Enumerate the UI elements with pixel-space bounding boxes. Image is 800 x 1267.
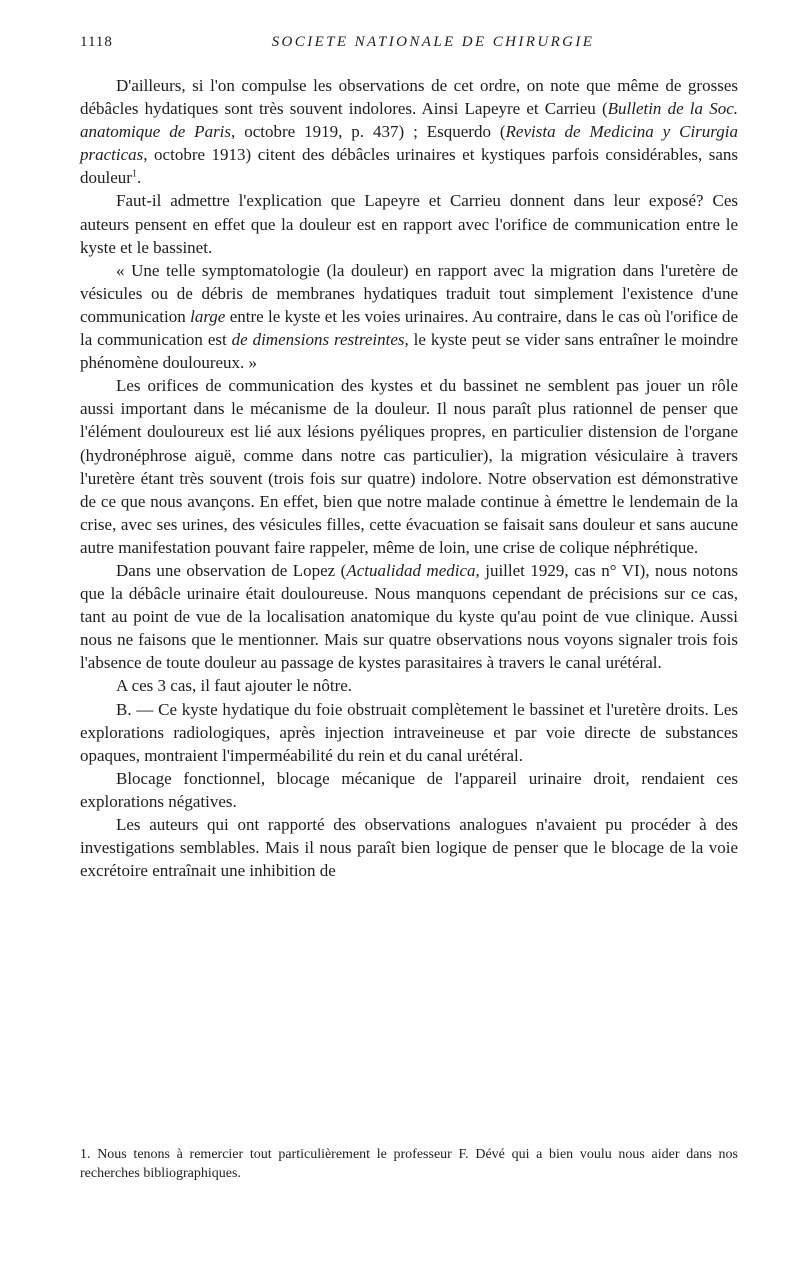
text-run: Dans une observation de Lopez (: [116, 560, 347, 580]
paragraph-2: Faut-il admettre l'explication que Lapeyre et Carrieu donnent dans leur exposé? Ces auteurs pensent en effet que la douleur est en rapport avec l'orifice de communication entre le kyste et le bassinet.: [80, 191, 738, 257]
page-number: 1118: [80, 34, 113, 50]
text-run: , octobre 1919, p. 437) ; Esquerdo (: [231, 122, 506, 142]
emphasis: large: [190, 306, 226, 326]
footnote-1: [80, 1145, 738, 1183]
paragraph-5: [80, 559, 738, 674]
paragraph-4: Les orifices de communication des kystes et du bassinet ne semblent pas jouer un rôle aussi important dans le mécanisme de la douleur. Il nous paraît plus rationnel de penser que l'élément douloureux est lié aux lésions pyéliques propres, en particulier distension de l'organe (hydronéphrose aiguë, comme dans notre cas particulier), la migration vésiculaire à travers l'uretère étant très souvent (trois fois sur quatre) indolore. Notre observation est démonstrative de ce que nous avançons. En effet, bien que notre malade continue à émettre le lendemain de la crise, avec ses urines, des vésicules filles, cette évacuation se faisait sans douleur et sans aucune autre manifestation pouvant faire rappeler, même de loin, une crise de colique néphrétique.: [80, 376, 738, 557]
text-run: « Une telle symptomatologie (la douleur) en rapport avec la migration dans l'uretère de vésicules ou de débris de membranes hydatiques traduit tout simplement l'existence d'une communication: [80, 260, 738, 326]
journal-title: SOCIETE NATIONALE DE CHIRURGIE: [271, 34, 595, 50]
citation-title: Revista de Medicina y Cirurgia practicas: [80, 122, 738, 165]
body-text: [80, 74, 738, 882]
text-run: , octobre 1913) citent des débâcles urinaires et kystiques parfois considérables, sans douleur: [80, 145, 738, 188]
citation-title: Actualidad medica: [346, 560, 476, 580]
paragraph-3-quote: [80, 259, 738, 374]
text-run: , juillet 1929, cas n° VI), nous notons que la débâcle urinaire était douloureuse. Nous manquons cependant de précisions sur ce cas, tant au point de vue de la localisation anatomique du kyste qu'au point de vue clinique. Aussi nous ne faisons que le mentionner. Mais sur quatre observations nous voyons signaler trois fois l'absence de toute douleur au passage de kystes parasitaires à travers le canal urétéral.: [80, 560, 738, 673]
text-run: .: [136, 168, 142, 188]
text-run: entre le kyste et les voies urinaires. Au contraire, dans le cas où l'orifice de la communication est: [80, 306, 738, 350]
text-run: , le kyste peut se vider sans entraîner le moindre phénomène douloureux. »: [80, 330, 739, 373]
paragraph-9: Les auteurs qui ont rapporté des observations analogues n'avaient pu procéder à des investigations semblables. Mais il nous paraît bien logique de penser que le blocage de la voie excrétoire entraînait une inhibition de: [80, 815, 738, 881]
emphasis: de dimensions restreintes: [231, 330, 405, 350]
footnote-marker: 1: [131, 168, 137, 180]
citation-title: Bulletin de la Soc. anatomique de Paris: [80, 99, 738, 142]
footnote-text: Nous tenons à remercier tout particulièrement le professeur F. Dévé qui a bien voulu nous aider dans nos recherches bibliographiques.: [80, 1147, 738, 1181]
footnotes: [80, 1145, 738, 1183]
paragraph-6: A ces 3 cas, il faut ajouter le nôtre.: [116, 676, 353, 696]
footnote-number: 1.: [80, 1147, 91, 1162]
running-header: [80, 34, 738, 58]
text-run: D'ailleurs, si l'on compulse les observations de cet ordre, on note que même de grosses débâcles hydatiques sont très souvent indolores. Ainsi Lapeyre et Carrieu (: [80, 76, 738, 119]
paragraph-1: [80, 74, 738, 189]
paragraph-8: Blocage fonctionnel, blocage mécanique de l'appareil urinaire droit, rendaient ces explorations négatives.: [80, 768, 738, 811]
paragraph-7: B. — Ce kyste hydatique du foie obstruait complètement le bassinet et l'uretère droits. Les explorations radiologiques, après injection intraveineuse et par voie directe de substances opaques, montraient l'imperméabilité du rein et du canal urétéral.: [80, 699, 738, 765]
